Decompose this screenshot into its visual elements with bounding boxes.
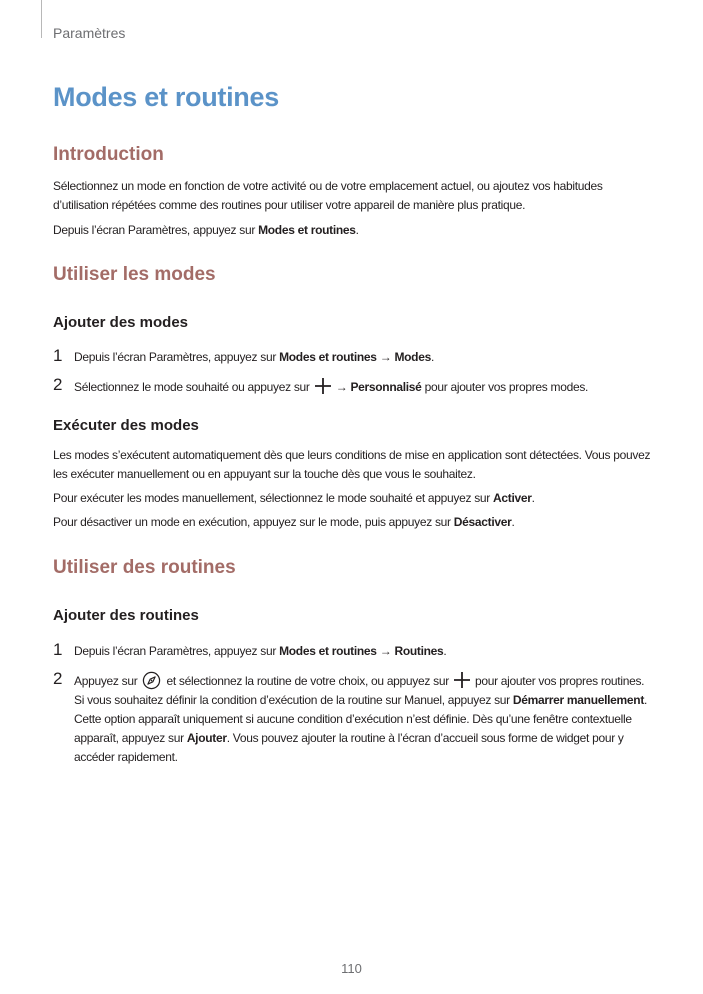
step-number: 1 (53, 640, 63, 659)
routines-heading: Utiliser des routines (53, 557, 236, 578)
run-modes-paragraph: Les modes s’exécutent automatiquement dès que leurs conditions de mise en application sont détectées. Vous pouvez les exécuter manuellement ou en appuyant sur la touche dès que vous le souhaitez. (53, 448, 651, 481)
run-modes-heading: Exécuter des modes (53, 417, 199, 434)
plus-icon (453, 671, 471, 689)
header-rule (41, 0, 42, 38)
modes-heading: Utiliser les modes (53, 264, 216, 285)
add-modes-heading: Ajouter des modes (53, 314, 189, 331)
run-modes-paragraph-3: Pour désactiver un mode en exécution, appuyez sur le mode, puis appuyez sur Désactiver. (53, 515, 515, 529)
add-modes-step-2: Sélectionnez le mode souhaité ou appuyez sur → Personnalisé pour ajouter vos propres modes. (74, 377, 649, 397)
intro-paragraph: Sélectionnez un mode en fonction de votre activité ou de votre emplacement actuel, ou ajoutez vos habitudes d’utilisation répétées comme des routines pour utiliser votre appareil de manière plus pratique. (53, 179, 603, 212)
intro-paragraph-2: Depuis l’écran Paramètres, appuyez sur Modes et routines. (53, 223, 359, 237)
plus-icon (314, 377, 332, 395)
add-routines-step-2: Appuyez sur et sélectionnez la routine de votre choix, ou appuyez sur pour ajouter vos propres routines. Si vous souhaitez définir la condition d’exécution de la routine sur Manuel, appuyez sur Démarrer manuellement. Cette option apparaît uniquement si aucune condition d’exécution n’est définie. Dès qu’une fenêtre contextuelle apparaît, appuyez sur Ajouter. Vous pouvez ajouter la routine à l’écran d’accueil sous forme de widget pour y accéder rapidement. (74, 671, 649, 767)
step-number: 2 (53, 375, 63, 394)
page-number: 110 (341, 961, 362, 976)
page-title: Modes et routines (53, 82, 279, 112)
step-number: 2 (53, 669, 63, 688)
add-modes-step-1: Depuis l’écran Paramètres, appuyez sur Modes et routines → Modes. (74, 350, 435, 364)
compass-icon (142, 671, 161, 690)
header-section-label: Paramètres (53, 25, 126, 41)
intro-heading: Introduction (53, 144, 164, 165)
menu-path: Modes et routines (258, 223, 356, 237)
step-number: 1 (53, 346, 63, 365)
run-modes-paragraph-2: Pour exécuter les modes manuellement, sélectionnez le mode souhaité et appuyez sur Activer. (53, 491, 535, 505)
add-routines-heading: Ajouter des routines (53, 607, 199, 624)
add-routines-step-1: Depuis l’écran Paramètres, appuyez sur Modes et routines → Routines. (74, 644, 447, 658)
